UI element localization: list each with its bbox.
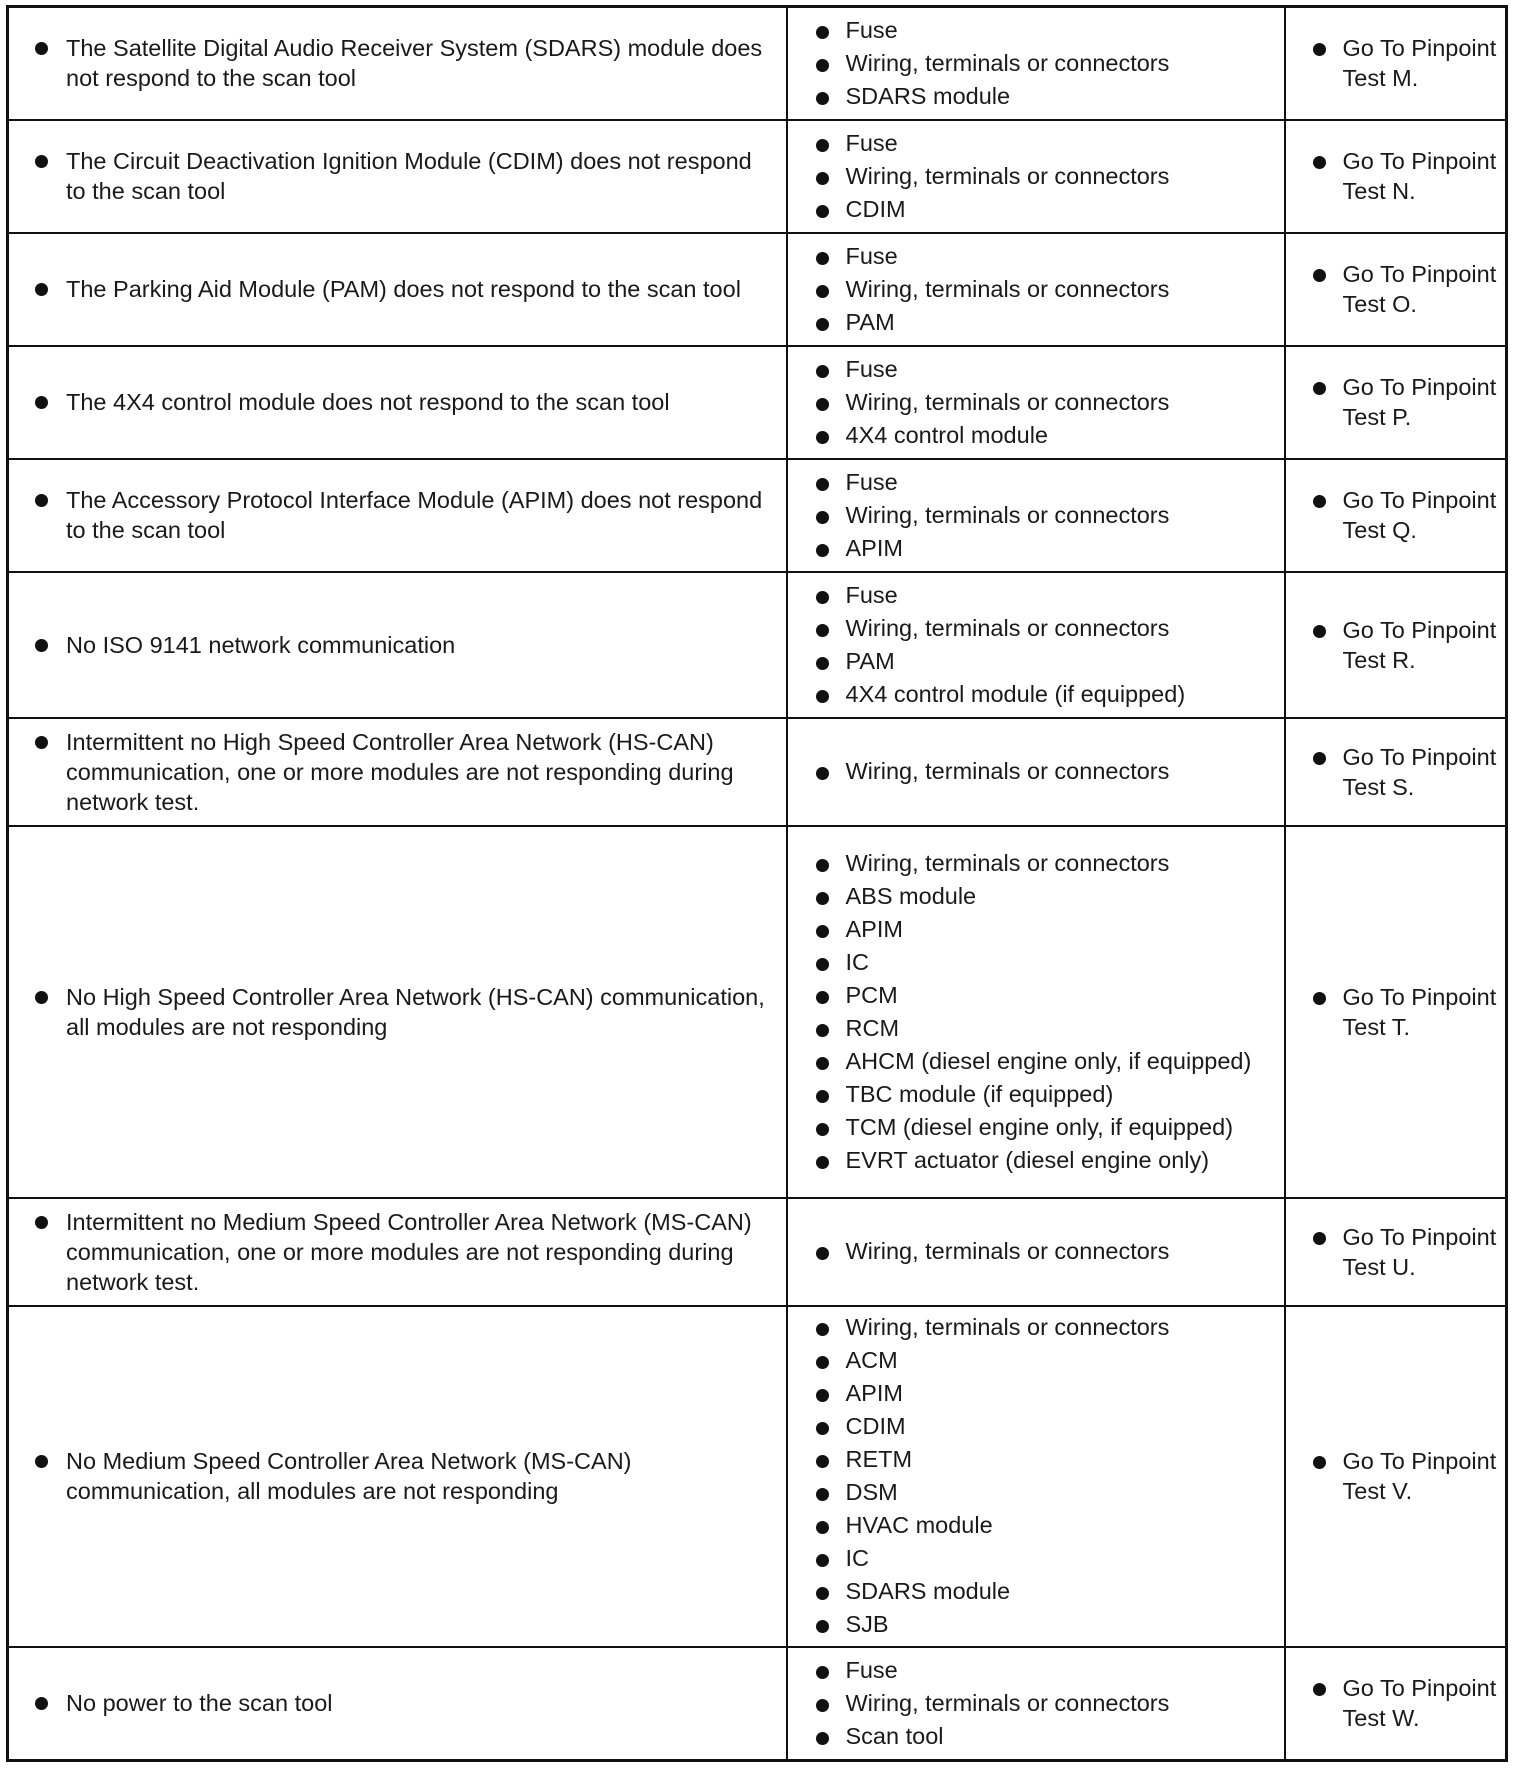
possible-causes-list — [788, 1231, 1284, 1272]
condition-text: The Parking Aid Module (PAM) does not respond to the scan tool — [66, 274, 778, 304]
condition-cell — [8, 1647, 787, 1761]
action-list — [1286, 1219, 1506, 1285]
possible-cause-item: TBC module (if equipped) — [846, 1078, 1278, 1111]
possible-cause-item: Wiring, terminals or connectors — [846, 386, 1278, 419]
possible-cause-item: Fuse — [846, 579, 1278, 612]
possible-cause-item: Fuse — [846, 127, 1278, 160]
condition-cell — [8, 718, 787, 826]
action-cell — [1285, 1198, 1507, 1306]
possible-cause-item: TCM (diesel engine only, if equipped) — [846, 1111, 1278, 1144]
possible-cause-item: RCM — [846, 1012, 1278, 1045]
action-list — [1286, 30, 1506, 96]
possible-causes-cell — [787, 572, 1285, 718]
possible-cause-item: ACM — [846, 1344, 1278, 1377]
possible-cause-item: CDIM — [846, 1410, 1278, 1443]
action-cell — [1285, 459, 1507, 572]
table-row — [8, 826, 1507, 1198]
possible-cause-item: SDARS module — [846, 80, 1278, 113]
action-list — [1286, 482, 1506, 548]
table-body — [8, 7, 1507, 1761]
condition-list — [9, 483, 786, 547]
possible-cause-item: ABS module — [846, 880, 1278, 913]
action-list — [1286, 612, 1506, 678]
possible-cause-item: Wiring, terminals or connectors — [846, 47, 1278, 80]
action-cell — [1285, 718, 1507, 826]
condition-list — [9, 725, 786, 819]
condition-text: The 4X4 control module does not respond to the scan tool — [66, 387, 778, 417]
condition-cell — [8, 826, 787, 1198]
table-row — [8, 1198, 1507, 1306]
condition-text: The Satellite Digital Audio Receiver System (SDARS) module does not respond to the scan tool — [66, 33, 778, 93]
possible-causes-list — [788, 1307, 1284, 1645]
table-row — [8, 572, 1507, 718]
action-cell — [1285, 7, 1507, 120]
possible-cause-item: EVRT actuator (diesel engine only) — [846, 1144, 1278, 1177]
possible-causes-list — [788, 843, 1284, 1181]
possible-cause-item: Wiring, terminals or connectors — [846, 1235, 1278, 1268]
possible-causes-cell — [787, 7, 1285, 120]
condition-list — [9, 272, 786, 306]
action-list — [1286, 979, 1506, 1045]
table-row — [8, 1306, 1507, 1647]
condition-list — [9, 144, 786, 208]
condition-list — [9, 1444, 786, 1508]
possible-cause-item: RETM — [846, 1443, 1278, 1476]
pinpoint-test-link[interactable]: Go To Pinpoint Test M. — [1343, 33, 1502, 93]
possible-cause-item: Fuse — [846, 353, 1278, 386]
possible-cause-item: APIM — [846, 913, 1278, 946]
possible-causes-cell — [787, 346, 1285, 459]
action-list — [1286, 256, 1506, 322]
action-list — [1286, 369, 1506, 435]
possible-causes-cell — [787, 1647, 1285, 1761]
condition-text: The Circuit Deactivation Ignition Module (CDIM) does not respond to the scan tool — [66, 146, 778, 206]
pinpoint-test-link[interactable]: Go To Pinpoint Test S. — [1343, 742, 1502, 802]
action-list — [1286, 1443, 1506, 1509]
condition-list — [9, 628, 786, 662]
possible-cause-item: Wiring, terminals or connectors — [846, 499, 1278, 532]
possible-cause-item: SJB — [846, 1608, 1278, 1641]
action-list — [1286, 143, 1506, 209]
possible-causes-cell — [787, 459, 1285, 572]
condition-cell — [8, 346, 787, 459]
possible-cause-item: AHCM (diesel engine only, if equipped) — [846, 1045, 1278, 1078]
pinpoint-test-link[interactable]: Go To Pinpoint Test U. — [1343, 1222, 1502, 1282]
action-cell — [1285, 1647, 1507, 1761]
condition-list — [9, 1686, 786, 1720]
possible-causes-list — [788, 236, 1284, 343]
pinpoint-test-link[interactable]: Go To Pinpoint Test Q. — [1343, 485, 1502, 545]
possible-causes-cell — [787, 1198, 1285, 1306]
condition-list — [9, 385, 786, 419]
possible-causes-list — [788, 123, 1284, 230]
possible-cause-item: IC — [846, 1542, 1278, 1575]
action-cell — [1285, 346, 1507, 459]
pinpoint-test-link[interactable]: Go To Pinpoint Test N. — [1343, 146, 1502, 206]
condition-text: Intermittent no High Speed Controller Area Network (HS-CAN) communication, one or more modules are not responding during network test. — [66, 727, 778, 817]
action-cell — [1285, 572, 1507, 718]
symptom-chart-table — [6, 5, 1508, 1762]
condition-text: No High Speed Controller Area Network (HS-CAN) communication, all modules are not responding — [66, 982, 778, 1042]
condition-text: The Accessory Protocol Interface Module (APIM) does not respond to the scan tool — [66, 485, 778, 545]
possible-causes-list — [788, 575, 1284, 715]
action-cell — [1285, 1306, 1507, 1647]
possible-causes-cell — [787, 1306, 1285, 1647]
possible-causes-cell — [787, 233, 1285, 346]
table-row — [8, 718, 1507, 826]
condition-text: Intermittent no Medium Speed Controller Area Network (MS-CAN) communication, one or more modules are not responding during network test. — [66, 1207, 778, 1297]
condition-cell — [8, 1306, 787, 1647]
condition-text: No Medium Speed Controller Area Network (MS-CAN) communication, all modules are not responding — [66, 1446, 778, 1506]
action-list — [1286, 1670, 1506, 1736]
table-row — [8, 1647, 1507, 1761]
possible-cause-item: PAM — [846, 645, 1278, 678]
possible-cause-item: Scan tool — [846, 1720, 1278, 1753]
pinpoint-test-link[interactable]: Go To Pinpoint Test W. — [1343, 1673, 1502, 1733]
possible-cause-item: APIM — [846, 1377, 1278, 1410]
condition-cell — [8, 572, 787, 718]
action-cell — [1285, 233, 1507, 346]
possible-cause-item: HVAC module — [846, 1509, 1278, 1542]
condition-cell — [8, 1198, 787, 1306]
condition-text: No ISO 9141 network communication — [66, 630, 778, 660]
possible-causes-list — [788, 751, 1284, 792]
table-row — [8, 459, 1507, 572]
possible-causes-cell — [787, 718, 1285, 826]
table-row — [8, 233, 1507, 346]
pinpoint-test-link[interactable]: Go To Pinpoint Test P. — [1343, 372, 1502, 432]
pinpoint-test-link[interactable]: Go To Pinpoint Test R. — [1343, 615, 1502, 675]
condition-list — [9, 980, 786, 1044]
possible-cause-item: Fuse — [846, 14, 1278, 47]
possible-causes-list — [788, 349, 1284, 456]
possible-cause-item: Fuse — [846, 466, 1278, 499]
table-row — [8, 120, 1507, 233]
table-row — [8, 7, 1507, 120]
possible-cause-item: Wiring, terminals or connectors — [846, 160, 1278, 193]
possible-cause-item: IC — [846, 946, 1278, 979]
pinpoint-test-link[interactable]: Go To Pinpoint Test T. — [1343, 982, 1502, 1042]
possible-causes-list — [788, 10, 1284, 117]
possible-cause-item: CDIM — [846, 193, 1278, 226]
possible-causes-list — [788, 462, 1284, 569]
action-list — [1286, 739, 1506, 805]
condition-list — [9, 1205, 786, 1299]
possible-cause-item: Wiring, terminals or connectors — [846, 847, 1278, 880]
pinpoint-test-link[interactable]: Go To Pinpoint Test V. — [1343, 1446, 1502, 1506]
possible-cause-item: 4X4 control module — [846, 419, 1278, 452]
possible-cause-item: PAM — [846, 306, 1278, 339]
pinpoint-test-link[interactable]: Go To Pinpoint Test O. — [1343, 259, 1502, 319]
possible-cause-item: SDARS module — [846, 1575, 1278, 1608]
condition-cell — [8, 120, 787, 233]
condition-cell — [8, 7, 787, 120]
table-row — [8, 346, 1507, 459]
condition-list — [9, 31, 786, 95]
condition-cell — [8, 459, 787, 572]
possible-causes-cell — [787, 826, 1285, 1198]
possible-cause-item: Wiring, terminals or connectors — [846, 755, 1278, 788]
possible-causes-cell — [787, 120, 1285, 233]
possible-cause-item: APIM — [846, 532, 1278, 565]
possible-cause-item: Fuse — [846, 1654, 1278, 1687]
action-cell — [1285, 826, 1507, 1198]
possible-causes-list — [788, 1650, 1284, 1757]
possible-cause-item: 4X4 control module (if equipped) — [846, 678, 1278, 711]
condition-text: No power to the scan tool — [66, 1688, 778, 1718]
possible-cause-item: Wiring, terminals or connectors — [846, 1311, 1278, 1344]
possible-cause-item: DSM — [846, 1476, 1278, 1509]
possible-cause-item: Fuse — [846, 240, 1278, 273]
possible-cause-item: Wiring, terminals or connectors — [846, 273, 1278, 306]
action-cell — [1285, 120, 1507, 233]
possible-cause-item: PCM — [846, 979, 1278, 1012]
possible-cause-item: Wiring, terminals or connectors — [846, 612, 1278, 645]
condition-cell — [8, 233, 787, 346]
possible-cause-item: Wiring, terminals or connectors — [846, 1687, 1278, 1720]
